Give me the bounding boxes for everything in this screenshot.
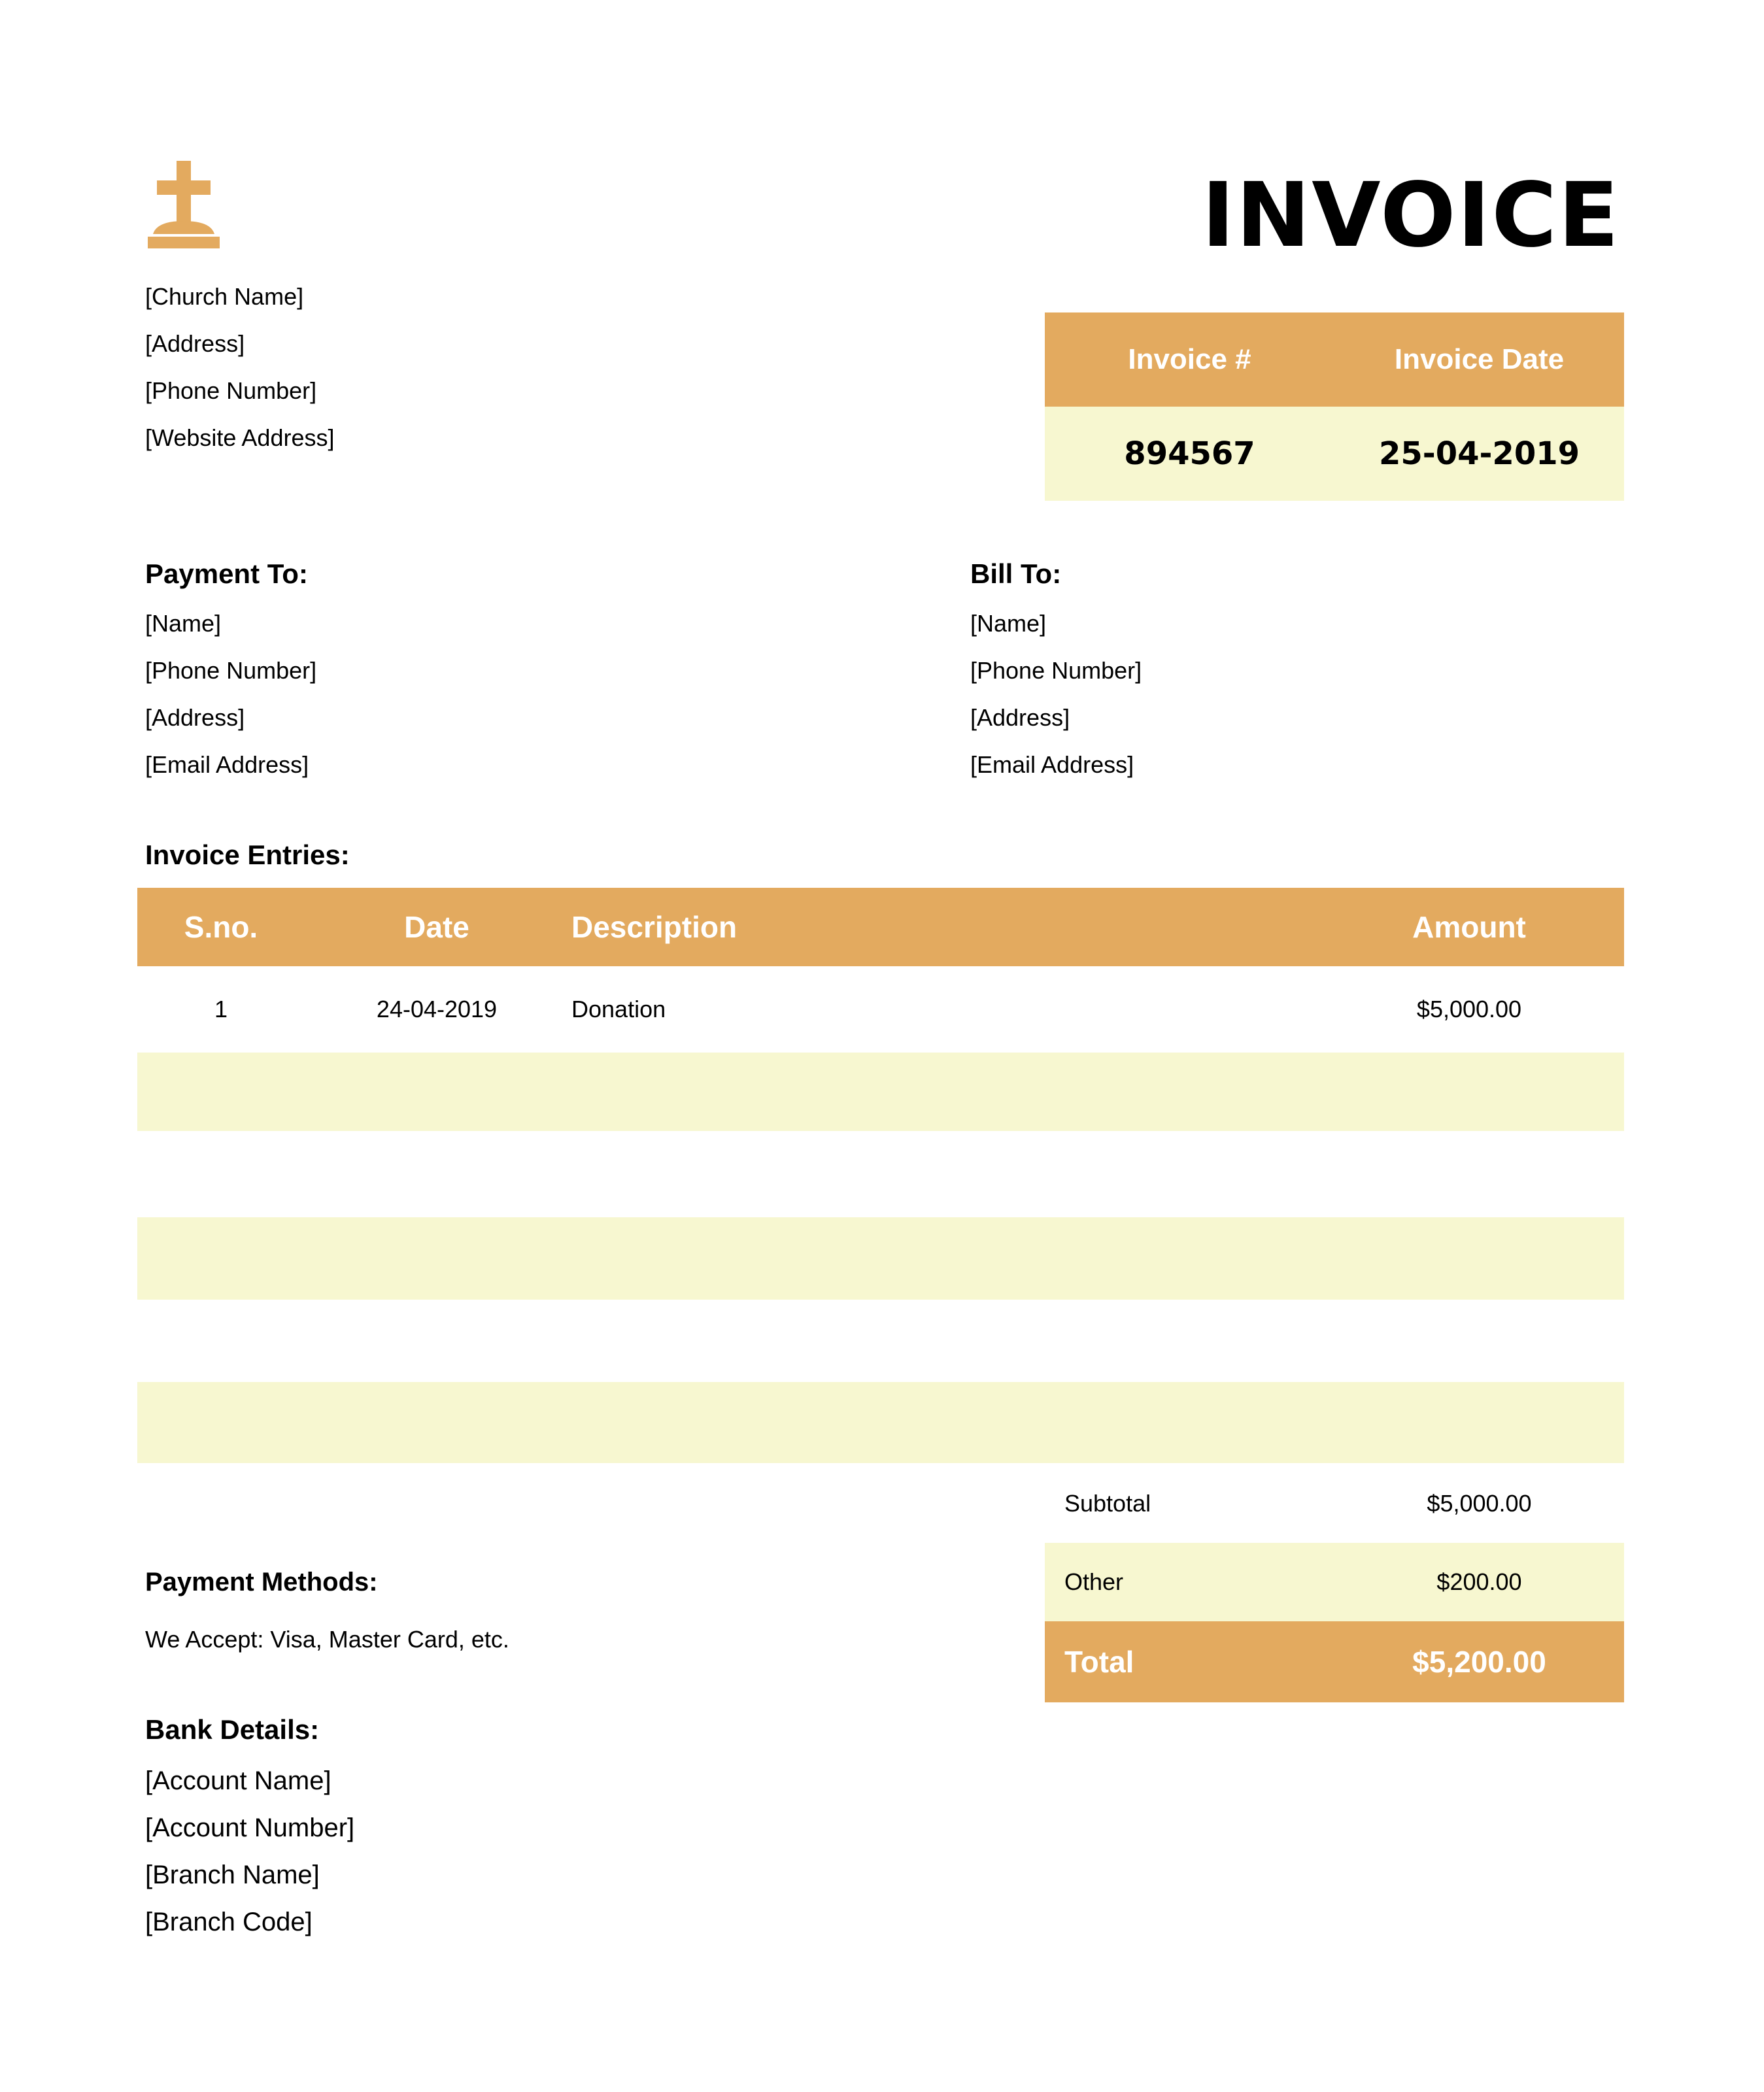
church-name: [Church Name]	[145, 283, 304, 310]
bank-account-number: [Account Number]	[145, 1814, 355, 1842]
other-label: Other	[1064, 1568, 1124, 1595]
bank-branch-code: [Branch Code]	[145, 1908, 313, 1936]
church-website: [Website Address]	[145, 424, 335, 451]
row-sno: 1	[214, 996, 228, 1022]
church-phone: [Phone Number]	[145, 377, 317, 404]
payment-to-email: [Email Address]	[145, 751, 309, 778]
col-date: Date	[404, 910, 469, 944]
entries-heading: Invoice Entries:	[145, 839, 350, 870]
invoice-date: 25-04-2019	[1378, 435, 1580, 472]
payment-methods-text: We Accept: Visa, Master Card, etc.	[145, 1626, 509, 1653]
entries-table	[137, 888, 1624, 1463]
bill-to-email: [Email Address]	[970, 751, 1134, 778]
totals-box	[1045, 1464, 1624, 1702]
subtotal-row	[1045, 1464, 1624, 1543]
bill-to-section	[970, 558, 1142, 788]
payment-to-heading: Payment To:	[145, 558, 308, 589]
table-row	[137, 1217, 1624, 1300]
payment-to-address: [Address]	[145, 704, 245, 731]
other-row	[1045, 1543, 1624, 1621]
invoice-meta-header	[1045, 312, 1624, 407]
total-amount: $5,200.00	[1412, 1645, 1546, 1679]
other-amount: $200.00	[1436, 1568, 1522, 1595]
table-row	[137, 966, 1624, 1053]
bank-details-section	[145, 1714, 354, 1946]
row-description: Donation	[571, 996, 666, 1022]
bill-to-heading: Bill To:	[970, 558, 1062, 589]
total-row	[1045, 1621, 1624, 1702]
col-amount: Amount	[1412, 910, 1526, 944]
table-row	[137, 1131, 1624, 1217]
invoice-number-label: Invoice #	[1128, 343, 1251, 375]
table-row	[137, 1382, 1624, 1463]
payment-methods-heading: Payment Methods:	[145, 1568, 378, 1596]
church-address: [Address]	[145, 330, 245, 357]
row-amount: $5,000.00	[1416, 996, 1522, 1022]
invoice-title: INVOICE	[1201, 164, 1620, 267]
table-header	[137, 888, 1624, 966]
payment-methods-section	[145, 1568, 509, 1655]
total-label: Total	[1064, 1645, 1134, 1679]
invoice-date-label: Invoice Date	[1394, 343, 1565, 375]
invoice-number: 894567	[1124, 435, 1255, 472]
row-date: 24-04-2019	[376, 996, 498, 1022]
table-row	[137, 1300, 1624, 1382]
payment-to-phone: [Phone Number]	[145, 657, 317, 684]
subtotal-amount: $5,000.00	[1427, 1490, 1532, 1517]
invoice-meta-box	[1045, 312, 1624, 501]
bill-to-name: [Name]	[970, 610, 1047, 637]
bank-details-heading: Bank Details:	[145, 1714, 320, 1745]
payment-to-section	[145, 558, 316, 788]
bill-to-address: [Address]	[970, 704, 1070, 731]
bill-to-phone: [Phone Number]	[970, 657, 1142, 684]
church-info	[145, 273, 334, 462]
bank-branch-name: [Branch Name]	[145, 1861, 320, 1889]
subtotal-label: Subtotal	[1064, 1490, 1151, 1517]
col-sno: S.no.	[184, 910, 258, 944]
church-cross-icon	[148, 161, 220, 248]
table-row	[137, 1053, 1624, 1131]
col-description: Description	[571, 910, 738, 944]
invoice-meta-values	[1045, 407, 1624, 501]
bank-account-name: [Account Name]	[145, 1766, 331, 1795]
payment-to-name: [Name]	[145, 610, 222, 637]
